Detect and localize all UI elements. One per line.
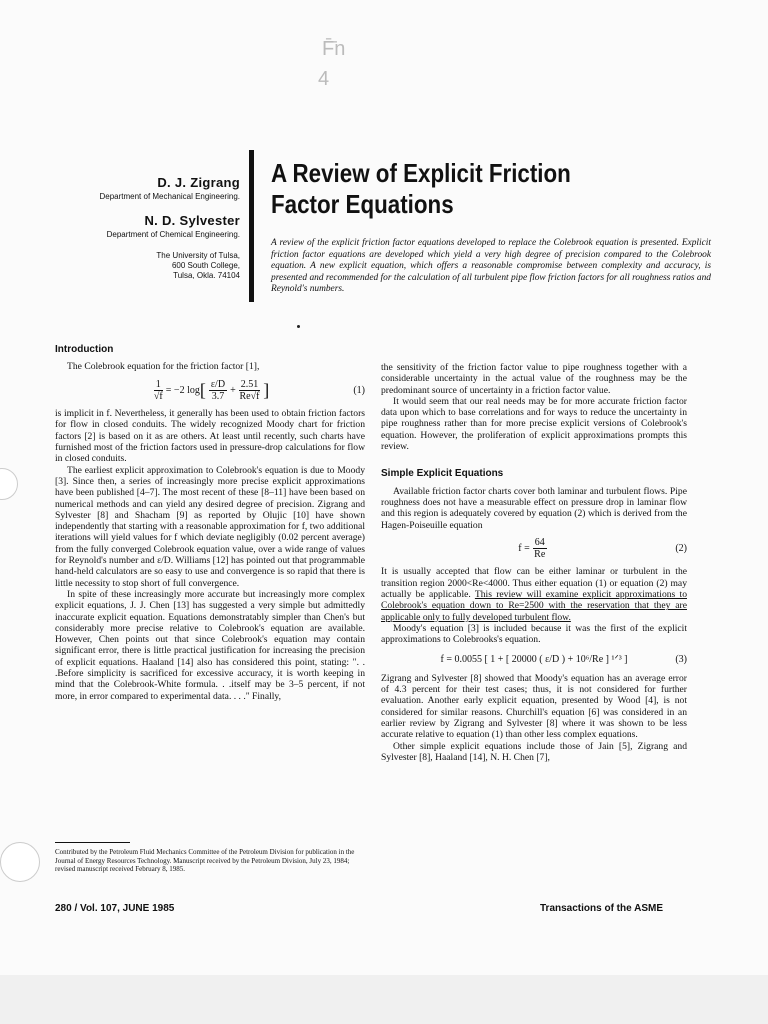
author-dept: Department of Mechanical Engineering. xyxy=(99,192,240,201)
abstract: A review of the explicit friction factor equations developed to replace the Colebrook equation is presented. Explicit friction factor equations are developed which yield a very high degree of precision compared to the Colebrook equation. A new explicit equation, which offers a reasonable compromise between complexity and accuracy, is presented and recommended for the calculation of all turbulent pipe flow friction factors for all roughness ratios and Reynold's numbers. xyxy=(271,238,711,295)
author-name: N. D. Sylvester xyxy=(144,213,240,228)
eq-term: f = xyxy=(518,543,530,554)
paragraph: It would seem that our real needs may be for more accurate friction factor data upon which to base correlations and for ways to reduce the uncertainty in pipe roughness rather than for more precise explicit versions of Colebrook's equation. However, the proliferation of explicit approximations prompts this review. xyxy=(381,395,687,453)
equation-2 xyxy=(381,537,687,561)
eq-term: f = 0.0055 [ 1 + [ 20000 ( ε/D ) + 10⁶/Re ] ¹ᐟ³ ] xyxy=(440,653,628,665)
address-line: The University of Tulsa, xyxy=(156,251,240,260)
paragraph: Other simple explicit equations include those of Jain [5], Zigrang and Sylvester [8], Haaland [14], N. H. Chen [7], xyxy=(381,740,687,763)
equation-number: (1) xyxy=(353,384,365,396)
equation-3 xyxy=(381,654,687,665)
left-column xyxy=(55,344,365,702)
page-footer-left: 280 / Vol. 107, JUNE 1985 xyxy=(55,903,175,914)
paragraph: Zigrang and Sylvester [8] showed that Moody's equation has an average error of 4.3 percent for their test cases; thus, it is not considered for further evaluation. Another early explicit equation, presented by Wood [4], is not considered for similar reasons. Churchill's equation [6] was considered in an earlier review by Zigrang and Sylvester [8] where it was shown to be less accurate relative to equation (1) than other less complex equations. xyxy=(381,672,687,741)
author-block xyxy=(70,175,240,281)
eq-term: = −2 log xyxy=(165,384,200,396)
sentence: It is usually accepted that flow can be either laminar or turbulent in the transition region 2000<Re<4000. Thus either equation (1) or equation (2) may actually be applicable. xyxy=(381,566,687,601)
equation-1: $\frac{1}{√f}$ = −2 log [ $\frac{\varepsilon/D}{3.7}$ + $\frac{2.51}{Re√f}$ ] (1) xyxy=(153,378,365,402)
footnote-rule xyxy=(55,842,130,843)
punch-hole xyxy=(0,842,40,882)
eq-term: 3.7 xyxy=(211,390,225,402)
equation-number: (2) xyxy=(675,543,687,554)
footnote: Contributed by the Petroleum Fluid Mechanics Committee of the Petroleum Division for publication in the Journal of Energy Resources Technology. Manuscript received by the Petroleum Division, July 23, 1984; revised manuscript received February 8, 1985. xyxy=(55,848,355,874)
eq-term: Re√f xyxy=(239,390,260,402)
eq-term: 64 xyxy=(534,536,545,548)
author-address xyxy=(70,251,240,281)
paragraph: The Colebrook equation for the friction factor [1], xyxy=(67,361,260,373)
handwritten-mark: 4 xyxy=(318,68,330,90)
section-heading: Simple Explicit Equations xyxy=(381,468,504,480)
paragraph xyxy=(381,566,687,622)
right-column xyxy=(381,362,687,763)
section-heading: Introduction xyxy=(55,344,114,355)
scan-margin xyxy=(0,975,768,1024)
equation-number: (3) xyxy=(675,653,687,665)
paragraph: In spite of these increasingly more accurate but increasingly more complex explicit equations, J. J. Chen [13] has suggested a very simple but admittedly inaccurate explicit equation. Equations demonstratably simpler than Chen's but considerably more precise relative to Colebrook's equation are available. However, Chen points out that since Colebrook's equation may contain significant error, there is little practical justification for increasing the precision of explicit equations. Haaland [14] also has considered this point, stating: ". . .Before simplicity is sacrificed for excessive accuracy, it is worth keeping in mind that the Colebrook-White formula. . .itself may be 3–5 percent, if not more, in error compared to experimental data. . . ." Finally, xyxy=(55,588,365,702)
eq-term: Re xyxy=(534,549,546,561)
underlined-sentence: This review will examine explicit approximations to Colebrook's equation down to Re=2500 with the reservation that they are applicable only to fully developed turbulent flow. xyxy=(381,589,687,623)
eq-term: ε/D xyxy=(210,378,226,390)
paragraph: Available friction factor charts cover both laminar and turbulent flows. Pipe roughness does not have a measurable effect on pressure drop in laminar flow and this region is adequately covered by equation (2) which is derived from the Hagen-Poiseuille equation xyxy=(381,485,687,531)
ink-dot xyxy=(297,325,300,328)
eq-term: 1 xyxy=(155,378,161,390)
paragraph: Moody's equation [3] is included because it was the first of the explicit approximations to Colebrooks's equation. xyxy=(381,622,687,646)
page-footer-right: Transactions of the ASME xyxy=(540,903,663,914)
paragraph: is implicit in f. Nevertheless, it generally has been used to obtain friction factors for flow in closed conduits. The widely recognized Moody chart for friction factors [2] is based on it as are others. At least until recently, such charts have furnished most of the friction factors used in pressure-drop calculations for flow in closed conduits. xyxy=(55,408,365,465)
paragraph: the sensitivity of the friction factor value to pipe roughness together with a considerable uncertainty in the actual value of the roughness may be the predominant source of uncertainty in a friction factor value. xyxy=(381,362,687,396)
title-rule xyxy=(249,150,254,302)
address-line: 600 South College, xyxy=(171,261,240,270)
paragraph: The earliest explicit approximation to Colebrook's equation is due to Moody [3]. Since then, a series of increasingly more precise explicit approximations have been published [4–7]. The most recent of these [8–11] have been based on numerical methods and can yield any desired degree of precision. Zigrang and Sylvester [8] and Shacham [9] as reported by Olujic [10] have shown independently that starting with a reasonable approximation for f, two additional iterations will yield values for f which deviate negligibly (0.02 percent average) from the fully converged Colebrook equation value, over a wide range of values for Reynold's number and ε/D. Williams [12] has pointed out that programmable hand-held calculators are so easy to use and convergence is so rapid that there is little necessity to stop short of full convergence. xyxy=(55,464,365,589)
author-dept: Department of Chemical Engineering. xyxy=(106,230,240,239)
eq-term: √f xyxy=(153,390,163,402)
eq-term: 2.51 xyxy=(240,378,259,390)
paper-title: A Review of Explicit Friction Factor Equations xyxy=(271,158,571,219)
address-line: Tulsa, Okla. 74104 xyxy=(173,271,240,280)
punch-hole xyxy=(0,468,18,500)
handwritten-mark: F̄̄n xyxy=(322,38,346,60)
author-name: D. J. Zigrang xyxy=(157,175,240,190)
